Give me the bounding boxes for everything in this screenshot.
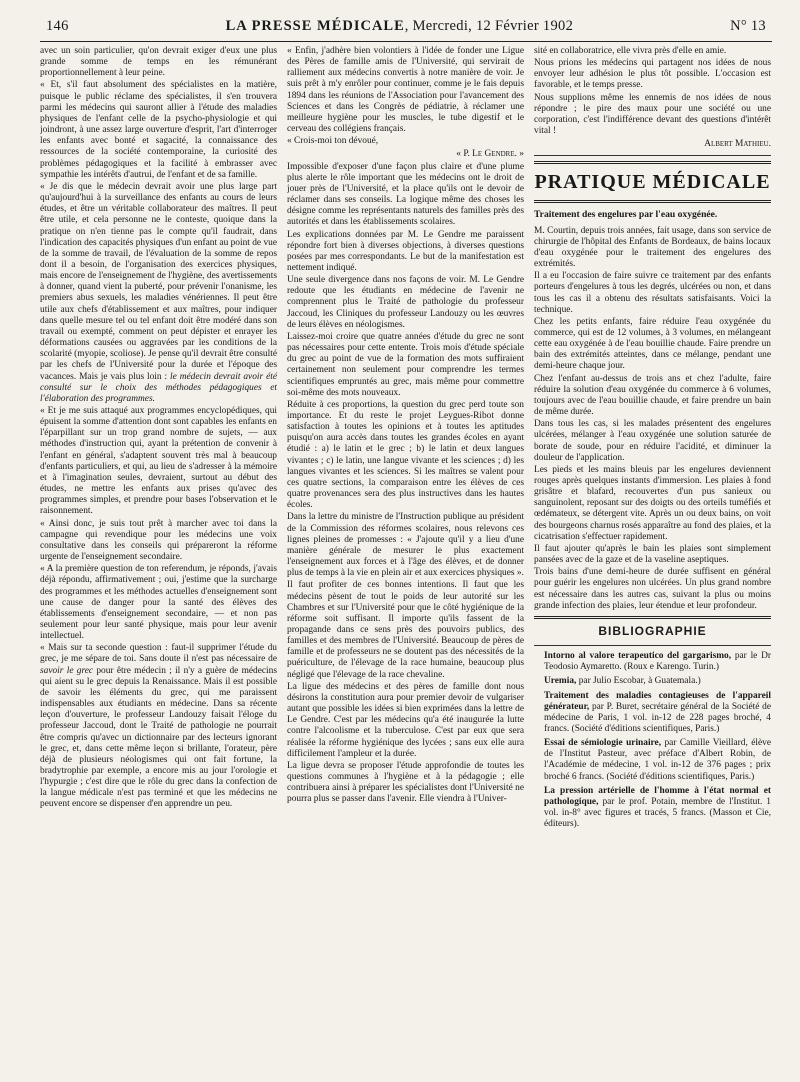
paragraph: Il faut ajouter qu'après le bain les plaies sont simplement pansées avec de la gaze et de la vaseline aseptiques. xyxy=(534,543,771,566)
column-1 xyxy=(40,46,277,830)
paragraph: « Et, s'il faut absolument des spécialistes en la matière, puisque le public réclame des spécialistes, il s'en trouvera parmi les médecins qui sauront allier à l'étude des maladies physiques de l'enfant celle de la psycho-physiologie et qui joindront, à une assez large ouverture d'esprit, l'art d'interroger les enfants avec bonté et sagacité, la connaissance des ressources de la société contemporaine, la curiosité des problèmes pédagogiques et la facilité à embrasser avec sympathie les intérêts d'autrui, de l'enfant et de sa famille. xyxy=(40,80,277,180)
paragraph: Réduite à ces proportions, la question du grec perd toute son importance. Et du reste le projet Leygues-Ribot donne satisfaction à toutes les opinions et à toutes les aptitudes puisqu'on aura accès dans toutes les grandes écoles en ayant étudié : a) le latin et le grec ; b) le latin et deux langues vivantes ; c) le latin, une langue vivante et les sciences ; d) les langues vivantes et les sciences. Si les maîtres se valent pour ces quatre sections, la comparaison entre les élèves de ces quatre provenances sera des plus instructives dans les hautes écoles. xyxy=(287,399,524,511)
paragraph: Laissez-moi croire que quatre années d'étude du grec ne sont pas nécessaires pour cette entente. Trois mois d'étude spéciale du grec au point de vue de la formation des mots suffiraient certainement non seulement pour comprendre les termes scientifiques empruntés au grec, mais même pour commettre soi-même des mots nouveaux. xyxy=(287,331,524,398)
paragraph-text: pour être médecin ; il n'y a guère de médecins qui aient su le grec depuis la Renaissance. Mais il est possible de savoir les éléments du grec, qui me paraissent indispensables aux étudiants en médecine. Dans sa récente leçon d'ouverture, le professeur Landouzy faisait l'éloge du professeur Jaccoud, dont le Traité de pathologie ne pourrait être compris qu'avec un dictionnaire par des lecteurs ignorant le grec, et, dans cette même leçon si brillante, l'orateur, père déjà de plusieurs néologismes qui ont fait fortune, la bradytrophie par exemple, a encore mis au jour l'orologie et l'hypurgie ; c'est dire que le rôle du grec dans la confection de la langue médicale n'est pas terminé et que les médecins ne peuvent encore se dispenser d'en apprendre un peu. xyxy=(40,665,277,810)
paragraph: M. Courtin, depuis trois années, fait usage, dans son service de chirurgie de l'hôpital des Enfants de Bordeaux, de bains locaux d'eau oxygénée pour le traitement des engelures des extrémités. xyxy=(534,225,771,270)
columns xyxy=(40,46,772,830)
journal-name: LA PRESSE MÉDICALE xyxy=(225,18,405,34)
divider xyxy=(534,155,771,156)
bibliography-entry xyxy=(534,676,771,687)
paragraph: « Ainsi donc, je suis tout prêt à marcher avec toi dans la campagne qui revendique pour les médecins une voix consultative dans les conseils qui prépareront la réforme urgente de l'enseignement secondaire. xyxy=(40,518,277,563)
divider xyxy=(534,161,771,164)
entry-details: par P. Buret, secrétaire général de la Société de médecine de Paris, 1 vol. in-12 de 228 pages broché, 4 francs. (Société d'éditions scientifiques, Paris.) xyxy=(544,701,771,734)
journal-title xyxy=(226,18,574,35)
paragraph: « Crois-moi ton dévoué, xyxy=(287,136,379,147)
bibliography-entry xyxy=(534,651,771,673)
section-title: PRATIQUE MÉDICALE xyxy=(534,171,771,194)
letter-signature: « P. Le Gendre. » xyxy=(456,149,524,160)
paragraph: La ligue devra se proposer l'étude approfondie de toutes les questions communes à l'hygiène et à la pédagogie ; elle contribuera ainsi à préparer les spécialistes dont l'Université ne pourra plus se passer dans l'avenir. Elle viendra à l'Univer- xyxy=(287,760,524,805)
divider xyxy=(534,200,771,203)
bibliography-title: BIBLIOGRAPHIE xyxy=(598,623,707,638)
paragraph: avec un soin particulier, qu'on devrait exiger d'eux une plus grande somme de temps en les rémunérant proportionnellement à leur peine. xyxy=(40,46,277,79)
entry-title: Intorno al valore terapeutico del gargarismo, xyxy=(544,651,732,662)
paragraph-text: « Je dis que le médecin devrait avoir une plus large part qu'aujourd'hui à la surveillance des enfants au cours de leurs études, et être un véritable collaborateur des maîtres. Il peut être utile, et cela personne ne le conteste, quoique dans la pratique on n'en tienne pas le compte qu'il faudrait, dans l'indication des capacités physiques d'un enfant au point de vue de la somme de travail, de l'évaluation de la somme de repos dont il a besoin, de l'organisation des exercices physiques, mais encore de l'enseignement de l'hygiène, des avertissements à donner, quand vient la puberté, pour prévenir l'onanisme, les premiers abus sexuels, les maladies vénériennes. Il peut être utile aux chefs d'établissement et aux maîtres, pour indiquer dans quelle mesure tel ou tel enfant doit être modéré dans son travail ou exempté, comment on peut dépister et enrayer les déformations causées ou aggravées par les conditions de la scolarité (myopie, scoliose). Je pense qu'il devrait être consulté par les chefs de l'Université pour la durée et l'époque des vacances. Mais je vais plus loin : xyxy=(40,181,277,382)
emphasis-text: savoir le grec xyxy=(40,665,94,676)
bibliography-entry xyxy=(534,786,771,831)
paragraph: Dans tous les cas, si les malades présentent des engelures ulcérées, mélanger à l'eau oxygénée une solution saturée de borate de soude, pour en réduire l'acidité, et diminuer la douleur de l'application. xyxy=(534,419,771,463)
bibliography-list xyxy=(534,651,771,830)
paragraph: Une seule divergence dans nos façons de voir. M. Le Gendre redoute que les étudiants en médecine de l'avenir ne comprennent plus le Traité de pathologie du professeur Jaccoud, les Cliniques du professeur Landouzy ou les œuvres de leurs élèves en néologismes. xyxy=(287,275,524,330)
divider xyxy=(534,616,771,619)
paragraph: La ligue des médecins et des pères de famille dont nous désirons la constitution aura pour premier devoir de vulgariser autant que possible les idées si bien exprimées dans la lettre de Le Gendre. C'est par les médecins qu'a été inaugurée la lutte contre l'alcoolisme et la tuberculose. C'est par eux que sera réalisée la réforme hygiénique des lycées ; sans eux elle aura difficilement l'ampleur et la durée. xyxy=(287,681,524,759)
paragraph: Chez l'enfant au-dessus de trois ans et chez l'adulte, faire réduire la solution d'eau oxygénée du commerce à 6 volumes, toujours avec de l'eau bouillie chaude, et faire prendre un bain de même durée. xyxy=(534,373,771,418)
paragraph: Il a eu l'occasion de faire suivre ce traitement par des enfants porteurs d'engelures à tous les degrés, ulcérées ou non, et dans tous les cas il a obtenu des résultats satisfaisants. Voici la technique. xyxy=(534,271,771,315)
paragraph: « Enfin, j'adhère bien volontiers à l'idée de fonder une Ligue des Pères de famille amis de l'Université, qui servirait de ralliement aux médecins convertis à notre manière de voir. Je suis prêt à m'y enrôler pour continuer, comme je le fais depuis 1894 dans les réunions de l'Association pour l'avancement des Sciences et dans les Congrès de pédiatrie, à réclamer une meilleure hygiène pour les muscles, le tube digestif et le cerveau des collégiens français. xyxy=(287,46,524,135)
paragraph: « A la première question de ton referendum, je réponds, j'avais déjà répondu, affirmativement ; oui, j'estime que la surcharge des programmes et les méthodes actuelles d'enseignement sont une cause de danger pour la santé des élèves des établissements d'enseignement secondaire, — et non pas seulement pour leur santé physique, mais pour leur avenir intellectuel. xyxy=(40,564,277,642)
paragraph: Il faut profiter de ces bonnes intentions. Il faut que les médecins pèsent de tout le poids de leur autorité sur les Chambres et sur l'Université pour que le côté hygiénique de la réforme soit suffisant. Il importe qu'ils fassent de la propagande dans ce sens près des pouvoirs publics, des familles et des membres de l'Université. Beaucoup de pères de famille et de professeurs ne se doutent pas des nécessités de la puériculture, de l'élevage de la race humaine, beaucoup plus négligé que l'élevage de la race chevaline. xyxy=(287,580,524,680)
entry-details: par le prof. Potain, membre de l'Institut. 1 vol. in-8° avec figures et tracés, 5 francs. (Masson et Cie, éditeurs). xyxy=(544,796,771,830)
paragraph: Nous supplions même les ennemis de nos idées de nous répondre ; le pire des maux pour une société ou une corporation, c'est l'indifférence devant des questions d'intérêt vital ! xyxy=(534,92,771,137)
entry-details: par Julio Escobar, à Guatemala.) xyxy=(576,676,701,687)
paragraph: Les explications données par M. Le Gendre me paraissent répondre fort bien à diverses objections, à diverses questions posées par mes correspondants. Le but de la manifestation est nettement indiqué. xyxy=(287,229,524,273)
paragraph: Trois bains d'une demi-heure de durée suffisent en général pour guérir les engelures non ulcérées. Un plus grand nombre est nécessaire dans les autres cas, suivant la plus ou moins grande infection des plaies, leur étendue et leur profondeur. xyxy=(534,567,771,611)
paragraph xyxy=(40,643,277,810)
divider xyxy=(534,645,771,646)
column-3 xyxy=(534,46,771,830)
page-number: 146 xyxy=(46,18,69,34)
bibliography-entry xyxy=(534,738,771,783)
entry-details: par Camille Vieillard, élève de l'Institut Pasteur, avec préface d'Albert Robin, de l'Académie de médecine, 1 vol. in-12 de 376 pages ; prix broché 6 francs. (Société d'éditions scientifiques, Paris.) xyxy=(544,738,771,782)
paragraph xyxy=(40,182,277,405)
page-header xyxy=(40,14,772,42)
entry-title: Uremia, xyxy=(544,676,577,687)
issue-date: , Mercredi, 12 Février 1902 xyxy=(404,18,574,34)
column-2 xyxy=(287,46,524,830)
paragraph: Impossible d'exposer d'une façon plus claire et d'une plume plus alerte le rôle important que les médecins ont le droit de jouer près de l'Université, et la place qu'ils ont le devoir de réclamer dans ses conseils. La logique même des choses les désigne comme les représentants naturels des familles près des autorités et dans les établissements scolaires. xyxy=(287,161,524,228)
author-signature: Albert Mathieu. xyxy=(704,139,771,150)
article-title: Traitement des engelures par l'eau oxygénée. xyxy=(534,209,718,221)
paragraph-text: « Mais sur ta seconde question : faut-il supprimer l'étude du grec, je me sépare de toi. Sans doute il n'est pas nécessaire de xyxy=(40,643,277,665)
paragraph: Nous prions les médecins qui partagent nos idées de nous envoyer leur adhésion le plus tôt possible. L'occasion est favorable, et le temps presse. xyxy=(534,58,771,91)
entry-details: par le Dr Teodosio Aymaretto. (Roux e Karengo. Turin.) xyxy=(544,651,771,673)
emphasis-text: le médecin devrait avoir été consulté sur le choix des méthodes pédagogiques et l'élaboration des programmes. xyxy=(40,371,277,404)
paragraph: Les pieds et les mains bleuis par les engelures deviennent rouges après quelques instants d'immersion. Les plaies à fond grisâtre et blafard, recouvertes d'un pus sanieux ou sanguinolent, reposant sur des doigts ou des orteils tuméfiés et œdémateux, se détergent vite. Après un ou deux bains, on voit des bourgeons charnus rosés apparaître au fond des plaies, et la cicatrisation s'effectuer rapidement. xyxy=(534,464,771,542)
entry-title: Essai de sémiologie urinaire, xyxy=(544,738,662,749)
paragraph: Chez les petits enfants, faire réduire l'eau oxygénée du commerce, qui est de 12 volumes, à 3 volumes, en mélangeant cette eau oxygénée à de l'eau bouillie chaude. Faire prendre un bain des extrémités atteintes, dans ce mélange, pendant une demi-heure chaque jour. xyxy=(534,316,771,372)
entry-title: La pression artérielle de l'homme à l'état normal et pathologique, xyxy=(544,785,771,807)
paragraph: Dans la lettre du ministre de l'Instruction publique au président de la Commission des réformes scolaires, nous relevons ces lignes pleines de promesses : « J'ajoute qu'il y a lieu d'une manière générale de mesurer le plus exactement l'enseignement aux forces et à l'âge des élèves, et de donner plus de temps à la vie en plein air et aux exercices physiques ». xyxy=(287,512,524,579)
entry-title: Traitement des maladies contagieuses de l'appareil générateur, xyxy=(544,690,771,712)
issue-number: N° 13 xyxy=(730,18,766,34)
paragraph: « Et je me suis attaqué aux programmes encyclopédiques, qui épuisent la somme d'attention dont sont capables les enfants en l'éparpillant sur un trop grand nombre de sujets, — aux méthodes d'instruction qui, ayant la prétention de convenir à l'enfant en général, s'adaptent souvent très mal à beaucoup d'enfants particuliers, et qui, au lieu de s'adresser à la mémoire et à l'imagination seules, devraient, surtout au début des études, ne mettre les enfants aux prises qu'avec des programmes simples, et prendre pour bases l'observation et le raisonnement. xyxy=(40,406,277,517)
bibliography-entry xyxy=(534,691,771,736)
paragraph: sité en collaboratrice, elle vivra près d'elle en amie. xyxy=(534,46,727,56)
